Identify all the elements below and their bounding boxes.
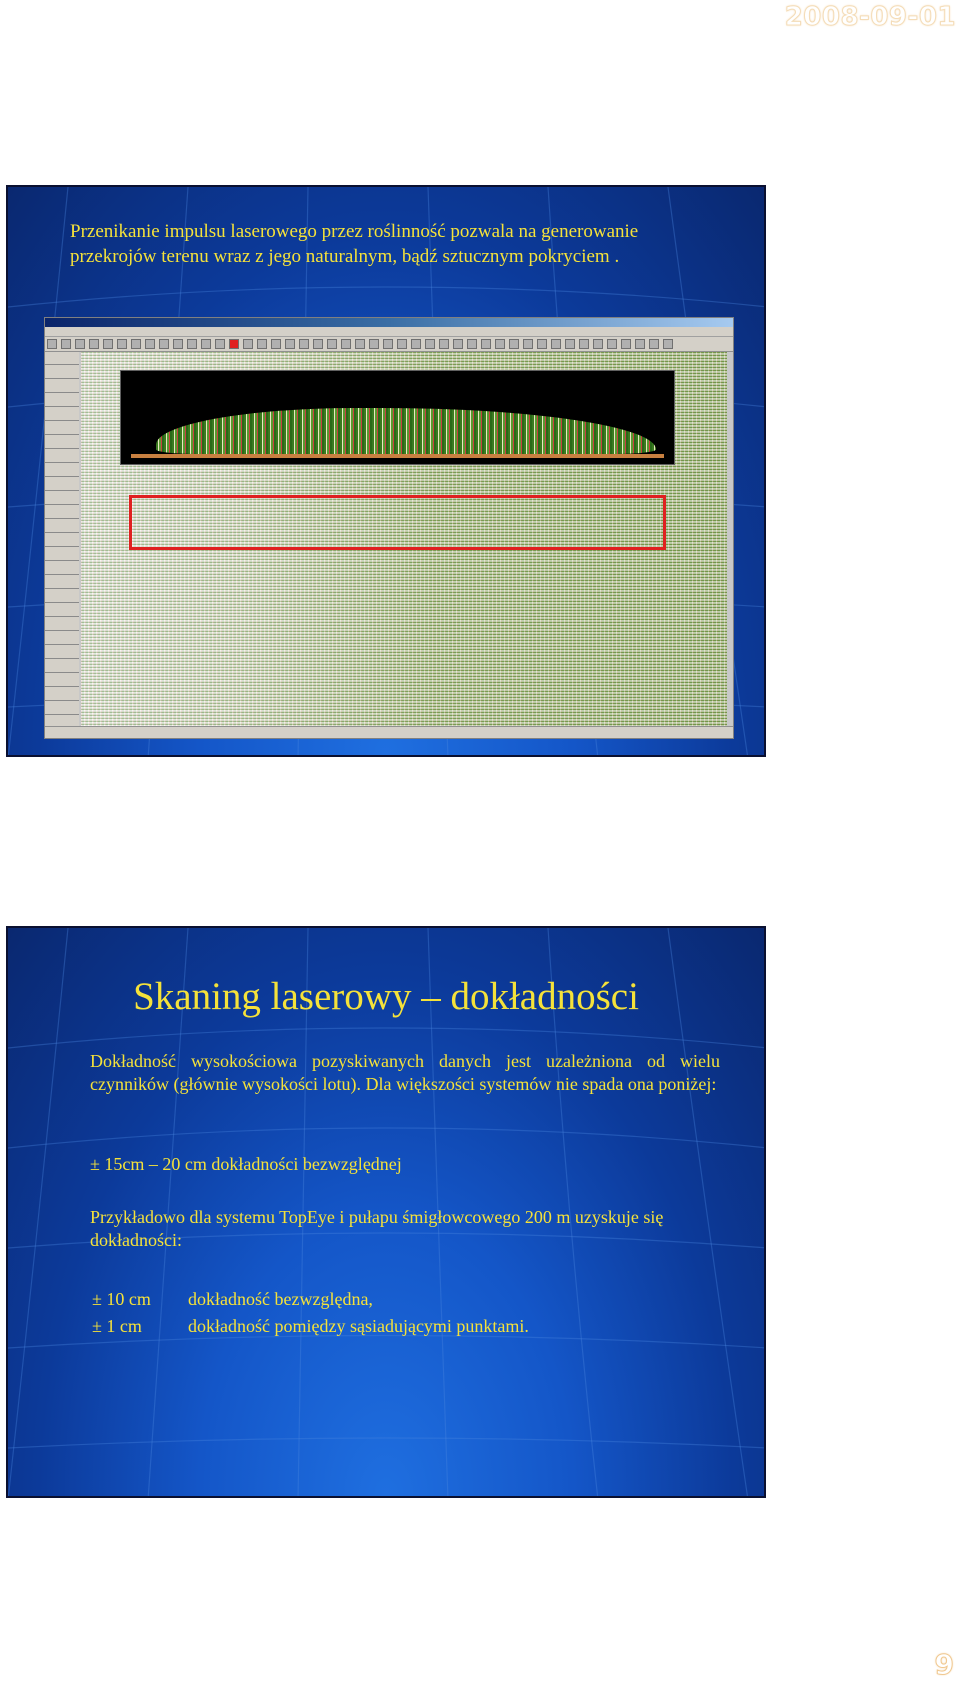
screenshot-tool-palette xyxy=(45,352,79,726)
accuracy-row xyxy=(92,1286,529,1313)
slide-1-caption-line-1: Przenikanie impulsu laserowego przez roślinność pozwala na generowanie xyxy=(70,221,639,242)
accuracy-value: ± 1 cm xyxy=(92,1316,142,1336)
screenshot-statusbar xyxy=(45,726,733,738)
ground-profile xyxy=(131,454,664,458)
slide-1-caption-line-2: przekrojów terenu wraz z jego naturalnym, bądź sztucznym pokryciem . xyxy=(70,246,620,267)
slide-2-paragraph-1: Dokładność wysokościowa pozyskiwanych danych jest uzależniona od wielu czynników (głównie wysokości lotu). Dla większości systemów nie spada ona poniżej: xyxy=(90,1051,720,1094)
profile-selection-box xyxy=(129,495,666,550)
screenshot-toolbar xyxy=(45,337,733,352)
accuracy-description: dokładność bezwzględna, xyxy=(188,1289,373,1309)
accuracy-value: ± 10 cm xyxy=(92,1289,151,1309)
slide-1 xyxy=(6,185,766,757)
accuracy-row xyxy=(92,1313,529,1340)
slide-2 xyxy=(6,926,766,1498)
date-stamp: 2008-09-01 xyxy=(784,2,956,32)
lidar-software-screenshot xyxy=(44,317,734,739)
accuracy-list xyxy=(92,1286,529,1340)
screenshot-menubar xyxy=(45,327,733,337)
slide-2-title: Skaning laserowy – dokładności xyxy=(133,975,639,1018)
terrain-profile-view xyxy=(120,370,675,465)
page-number: 9 xyxy=(934,1648,954,1681)
slide-2-paragraph-3: Przykładowo dla systemu TopEye i pułapu śmigłowcowego 200 m uzyskuje się dokładności: xyxy=(90,1207,664,1250)
accuracy-description: dokładność pomiędzy sąsiadującymi punktami. xyxy=(188,1316,529,1336)
slide-2-paragraph-2: ± 15cm – 20 cm dokładności bezwzględnej xyxy=(90,1154,402,1174)
screenshot-titlebar xyxy=(45,318,733,327)
slide-1-caption xyxy=(70,219,730,269)
vegetation-profile xyxy=(156,408,656,454)
